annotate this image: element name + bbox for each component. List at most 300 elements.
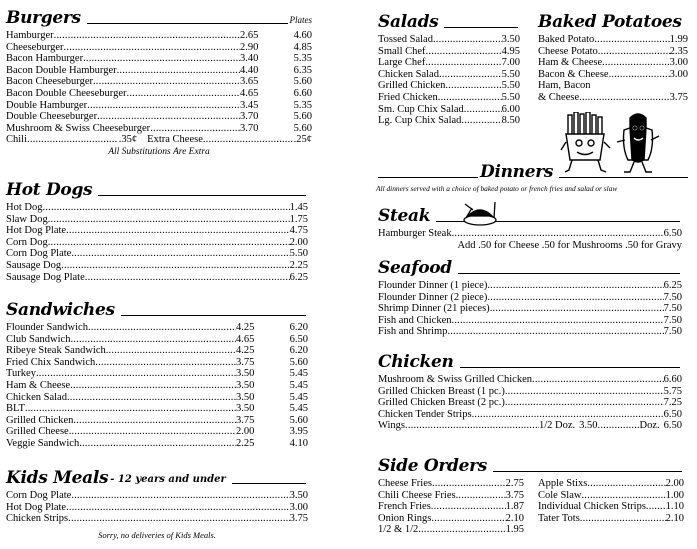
dot-leader bbox=[66, 502, 290, 514]
dot-leader bbox=[609, 69, 670, 81]
salads-section bbox=[378, 10, 520, 127]
dot-leader bbox=[64, 42, 240, 54]
item-price: 7.50 bbox=[663, 314, 682, 326]
dot-leader bbox=[426, 46, 502, 58]
salads-header bbox=[378, 10, 520, 32]
dot-leader bbox=[432, 478, 506, 490]
item-name: Corn Dog Plate bbox=[6, 248, 72, 260]
item-name: Fried Chicken bbox=[378, 91, 438, 103]
item-name: Slaw Dog bbox=[6, 213, 48, 225]
item-price: 4.25 bbox=[236, 345, 255, 357]
section-title: Burgers bbox=[6, 8, 81, 28]
list-item bbox=[6, 123, 312, 135]
list-item bbox=[378, 326, 682, 338]
item-name: Mushroom & Swiss Cheeseburger bbox=[6, 122, 151, 134]
item-price: 3.50 bbox=[236, 379, 255, 391]
item-name: Veggie Sandwich bbox=[6, 437, 80, 449]
list-item bbox=[378, 80, 520, 92]
wings-row: Wings ..... 1/2 Doz. 3.50 ..... Doz. 6.50 bbox=[378, 420, 682, 432]
kids-meals-header bbox=[6, 466, 308, 488]
list-item bbox=[378, 92, 520, 104]
dot-leader bbox=[445, 80, 501, 92]
item-price: 3.50 bbox=[236, 403, 255, 415]
list-item bbox=[6, 513, 308, 525]
item-name: Cheeseburger bbox=[6, 41, 64, 53]
item-price: 7.50 bbox=[663, 303, 682, 315]
list-item bbox=[6, 415, 308, 427]
item-name: Double Hamburger bbox=[6, 99, 88, 111]
section-title: Side Orders bbox=[378, 456, 488, 476]
list-item bbox=[378, 228, 682, 240]
title-rule bbox=[493, 471, 682, 472]
dot-leader bbox=[25, 403, 236, 415]
item-name: Hot Dog bbox=[6, 202, 43, 213]
list-item bbox=[6, 368, 308, 380]
dot-leader bbox=[48, 214, 290, 226]
dot-leader bbox=[532, 374, 664, 386]
burgers-header bbox=[6, 6, 312, 28]
item-name: Apple Stixs bbox=[538, 478, 588, 489]
dot-leader bbox=[66, 225, 290, 237]
item-name: Flounder Dinner (1 piece) bbox=[378, 280, 488, 291]
list-item bbox=[538, 57, 688, 69]
item-name: French Fries bbox=[378, 501, 431, 513]
item-name: Cole Slaw bbox=[538, 489, 582, 501]
list-item bbox=[378, 57, 520, 69]
item-price: 3.75 bbox=[236, 414, 255, 426]
list-item bbox=[6, 42, 312, 54]
seafood-section bbox=[378, 256, 682, 338]
item-name: Ribeye Steak Sandwich bbox=[6, 345, 106, 357]
list-item bbox=[6, 322, 308, 334]
dot-leader bbox=[93, 76, 240, 88]
list-item bbox=[538, 46, 688, 58]
item-price: 2.90 bbox=[240, 41, 259, 53]
item-price: 1.95 bbox=[505, 524, 524, 536]
side-orders-header bbox=[378, 454, 684, 476]
dot-leader bbox=[490, 303, 664, 315]
item-name: Tater Tots bbox=[538, 512, 580, 524]
baked-potatoes-section bbox=[538, 10, 688, 104]
dot-leader bbox=[71, 248, 289, 260]
item-name: Grilled Cheese bbox=[6, 426, 69, 438]
item-name: Baked Potato bbox=[538, 34, 595, 45]
section-title: Steak bbox=[378, 206, 431, 226]
dot-leader bbox=[73, 415, 236, 427]
dot-leader bbox=[71, 490, 289, 502]
plates-column-header: Plates bbox=[289, 15, 312, 25]
list-item bbox=[6, 502, 308, 514]
list-item bbox=[6, 100, 312, 112]
plate-price: 5.35 bbox=[293, 99, 312, 111]
item-name: Fish and Shrimp bbox=[378, 326, 448, 338]
list-item bbox=[378, 397, 682, 409]
plate-price: 6.20 bbox=[289, 345, 308, 357]
item-name: Bacon Double Hamburger bbox=[6, 64, 117, 76]
title-rule bbox=[98, 195, 306, 196]
dot-leader bbox=[433, 34, 502, 46]
title-rule bbox=[121, 315, 306, 316]
item-name: Ham & Cheese bbox=[6, 379, 71, 391]
title-rule bbox=[559, 177, 688, 178]
list-item bbox=[6, 76, 312, 88]
dot-leader bbox=[602, 57, 669, 69]
dot-leader bbox=[438, 92, 502, 104]
item-price: 2.10 bbox=[665, 512, 684, 524]
sandwiches-header bbox=[6, 298, 308, 320]
item-price: 3.50 bbox=[501, 34, 520, 45]
hot-dogs-section bbox=[6, 178, 308, 283]
item-name: Chili Cheese Fries bbox=[378, 489, 456, 501]
dot-leader bbox=[418, 524, 505, 536]
list-item bbox=[538, 34, 688, 46]
item-price: 7.00 bbox=[501, 57, 520, 69]
item-name: Fried Chix Sandwich bbox=[6, 356, 96, 368]
seafood-header bbox=[378, 256, 682, 278]
dot-leader bbox=[67, 392, 236, 404]
list-item bbox=[6, 88, 312, 100]
list-item bbox=[6, 202, 308, 214]
plate-price: 5.60 bbox=[289, 414, 308, 426]
dinners-header bbox=[378, 160, 690, 182]
dot-leader bbox=[36, 368, 236, 380]
item-price: 4.65 bbox=[236, 333, 255, 345]
dot-leader bbox=[85, 272, 290, 284]
item-price: 6.60 bbox=[663, 374, 682, 385]
item-price: 7.25 bbox=[663, 397, 682, 409]
title-rule bbox=[87, 23, 288, 24]
item-name: Bacon Hamburger bbox=[6, 53, 84, 65]
side-orders-section bbox=[378, 454, 684, 536]
item-name: Tossed Salad bbox=[378, 34, 433, 45]
item-name: Hot Dog Plate bbox=[6, 501, 67, 513]
steak-addons: Add .50 for Cheese .50 for Mushrooms .50 for Gravy bbox=[457, 239, 682, 251]
list-item bbox=[6, 426, 308, 438]
list-item bbox=[6, 65, 312, 77]
plate-price: 5.60 bbox=[289, 356, 308, 368]
list-item bbox=[6, 380, 308, 392]
list-item bbox=[378, 409, 682, 421]
list-item bbox=[6, 357, 308, 369]
list-item bbox=[378, 315, 682, 327]
item-name: Flounder Dinner (2 piece) bbox=[378, 291, 488, 303]
hot-dogs-header bbox=[6, 178, 308, 200]
list-item bbox=[378, 501, 524, 513]
chicken-header bbox=[378, 350, 682, 372]
item-price: 4.25 bbox=[236, 322, 255, 333]
list-item bbox=[378, 46, 520, 58]
title-rule bbox=[460, 367, 680, 368]
list-item bbox=[6, 30, 312, 42]
item-price: 1.99 bbox=[669, 34, 688, 45]
chicken-section bbox=[378, 350, 682, 432]
item-price: 2.35 bbox=[669, 45, 688, 57]
plate-price: 3.95 bbox=[289, 426, 308, 438]
item-price: 6.00 bbox=[501, 103, 520, 115]
dot-leader bbox=[83, 53, 240, 65]
list-item bbox=[6, 490, 308, 502]
item-price: 3.50 bbox=[289, 490, 308, 501]
item-name: Hamburger bbox=[6, 30, 54, 41]
dot-leader bbox=[88, 322, 236, 334]
kids-delivery-note: Sorry, no deliveries of Kids Meals. bbox=[98, 529, 216, 540]
item-price: 5.50 bbox=[501, 68, 520, 80]
item-name: Double Cheeseburger bbox=[6, 111, 98, 123]
item-price: 6.50 bbox=[663, 228, 682, 239]
dot-leader bbox=[452, 315, 664, 327]
item-price: 8.50 bbox=[501, 115, 520, 127]
list-item bbox=[378, 374, 682, 386]
dot-leader bbox=[587, 478, 665, 490]
dot-leader bbox=[472, 409, 664, 421]
list-item bbox=[6, 214, 308, 226]
list-item bbox=[378, 104, 520, 116]
sandwiches-section bbox=[6, 298, 308, 450]
list-item: Ham, Bacon bbox=[538, 80, 591, 92]
item-price: 6.25 bbox=[289, 271, 308, 283]
item-price: 3.50 bbox=[236, 368, 255, 380]
item-name: Corn Dog Plate bbox=[6, 490, 72, 501]
item-name: Sausage Dog bbox=[6, 259, 62, 271]
dot-leader bbox=[487, 280, 663, 292]
item-name: Onion Rings bbox=[378, 512, 432, 524]
list-item bbox=[538, 478, 684, 490]
list-item bbox=[378, 303, 682, 315]
steak-section bbox=[378, 204, 682, 251]
item-price: 7.50 bbox=[663, 326, 682, 338]
plate-price: 5.60 bbox=[293, 111, 312, 123]
dot-leader bbox=[598, 46, 670, 58]
item-name: Ham & Cheese bbox=[538, 57, 603, 69]
list-item bbox=[378, 478, 524, 490]
item-name: Turkey bbox=[6, 368, 36, 380]
item-price: 3.00 bbox=[669, 57, 688, 69]
dinners-section bbox=[378, 160, 690, 194]
item-name: 1/2 & 1/2 bbox=[378, 524, 419, 536]
plate-price: 4.10 bbox=[289, 437, 308, 449]
item-name: Cheese Fries bbox=[378, 478, 432, 489]
item-name: Grilled Chicken Breast (1 pc.) bbox=[378, 385, 505, 397]
section-title: Sandwiches bbox=[6, 300, 115, 320]
list-item bbox=[378, 115, 520, 127]
list-item bbox=[378, 69, 520, 81]
steak-header bbox=[378, 204, 682, 226]
dot-leader bbox=[464, 104, 502, 116]
item-name: Bacon & Cheese bbox=[538, 68, 609, 80]
list-item bbox=[538, 513, 684, 525]
item-price: 4.40 bbox=[240, 64, 259, 76]
item-price: 2.00 bbox=[236, 426, 255, 438]
item-name: Chicken Tender Strips bbox=[378, 408, 472, 420]
item-name: BLT bbox=[6, 403, 25, 415]
item-name: Sm. Cup Chix Salad bbox=[378, 103, 464, 115]
item-price: 3.40 bbox=[240, 53, 259, 65]
list-item bbox=[6, 225, 308, 237]
dot-leader bbox=[581, 490, 665, 502]
item-name: Shrimp Dinner (21 pieces) bbox=[378, 303, 490, 315]
item-price: 4.75 bbox=[289, 225, 308, 237]
dot-leader bbox=[431, 513, 505, 525]
dot-leader bbox=[95, 357, 236, 369]
item-name: Bacon Double Cheeseburger bbox=[6, 87, 127, 99]
section-title: Hot Dogs bbox=[6, 180, 93, 200]
dot-leader bbox=[117, 65, 240, 77]
item-price: 3.65 bbox=[240, 76, 259, 88]
dot-leader bbox=[150, 123, 240, 135]
item-price: 6.25 bbox=[663, 280, 682, 291]
section-title: Kids Meals bbox=[6, 468, 109, 488]
dot-leader bbox=[425, 57, 501, 69]
dot-leader bbox=[106, 345, 236, 357]
item-name: Lg. Cup Chix Salad bbox=[378, 115, 462, 127]
plate-price: 6.50 bbox=[289, 333, 308, 345]
item-price: 3.45 bbox=[240, 99, 259, 111]
item-price: 1.87 bbox=[505, 501, 524, 513]
dot-leader bbox=[594, 34, 669, 46]
chili-row: Chili ..... .35¢ Extra Cheese ..... .25¢ bbox=[6, 134, 312, 146]
item-price: 2.25 bbox=[289, 259, 308, 271]
title-rule bbox=[232, 483, 306, 484]
list-item bbox=[6, 403, 308, 415]
dot-leader bbox=[69, 426, 236, 438]
dot-leader bbox=[68, 513, 290, 525]
list-item bbox=[378, 292, 682, 304]
dot-leader bbox=[452, 228, 664, 240]
item-name: Cheese Potato bbox=[538, 45, 598, 57]
title-rule bbox=[378, 177, 478, 178]
item-name: Mushroom & Swiss Grilled Chicken bbox=[378, 374, 532, 385]
dot-leader bbox=[70, 380, 236, 392]
item-price: 3.50 bbox=[236, 391, 255, 403]
plate-price: 4.85 bbox=[293, 41, 312, 53]
item-name: Chicken Salad bbox=[378, 68, 439, 80]
kids-meals-section bbox=[6, 466, 308, 541]
item-price: 3.70 bbox=[240, 122, 259, 134]
dot-leader bbox=[447, 326, 663, 338]
list-item bbox=[378, 524, 524, 536]
item-price: 1.00 bbox=[665, 489, 684, 501]
item-price: 3.75 bbox=[505, 489, 524, 501]
dot-leader bbox=[87, 100, 240, 112]
dot-leader bbox=[70, 334, 236, 346]
dot-leader bbox=[127, 88, 240, 100]
dot-leader bbox=[97, 111, 240, 123]
item-name: Chicken Strips bbox=[6, 513, 69, 525]
list-item bbox=[6, 438, 308, 450]
dot-leader bbox=[61, 260, 290, 272]
plate-price: 6.60 bbox=[293, 87, 312, 99]
list-item: & Cheese ..... 3.75 bbox=[538, 92, 688, 104]
list-item bbox=[6, 53, 312, 65]
plate-price: 6.20 bbox=[289, 322, 308, 333]
dot-leader bbox=[505, 397, 664, 409]
dot-leader bbox=[646, 501, 666, 513]
item-price: 5.50 bbox=[501, 91, 520, 103]
item-name: Corn Dog bbox=[6, 236, 48, 248]
item-name: Individual Chicken Strips bbox=[538, 501, 646, 513]
list-item bbox=[378, 386, 682, 398]
list-item bbox=[378, 34, 520, 46]
item-price: 2.25 bbox=[236, 437, 255, 449]
item-price: 2.75 bbox=[505, 478, 524, 489]
item-price: 5.50 bbox=[289, 248, 308, 260]
item-name: Hot Dog Plate bbox=[6, 225, 67, 237]
plate-price: 4.60 bbox=[293, 30, 312, 41]
list-item bbox=[6, 272, 308, 284]
section-title: Seafood bbox=[378, 258, 452, 278]
list-item bbox=[6, 334, 308, 346]
item-price: 3.70 bbox=[240, 111, 259, 123]
list-item bbox=[378, 490, 524, 502]
steak-plate-icon bbox=[462, 198, 498, 228]
item-price: 2.00 bbox=[665, 478, 684, 489]
dot-leader bbox=[42, 202, 289, 214]
item-price: 4.65 bbox=[240, 87, 259, 99]
item-price: 6.50 bbox=[663, 408, 682, 420]
item-name: Grilled Chicken bbox=[6, 414, 74, 426]
item-name: Grilled Chicken Breast (2 pc.) bbox=[378, 397, 505, 409]
item-name: Bacon Cheeseburger bbox=[6, 76, 93, 88]
dot-leader bbox=[431, 501, 506, 513]
list-item bbox=[6, 392, 308, 404]
item-price: 2.00 bbox=[289, 236, 308, 248]
list-item bbox=[538, 501, 684, 513]
plate-price: 5.45 bbox=[289, 391, 308, 403]
section-subtitle: - 12 years and under bbox=[110, 474, 226, 485]
list-item bbox=[378, 280, 682, 292]
dot-leader bbox=[54, 30, 240, 42]
item-price: 2.10 bbox=[505, 512, 524, 524]
plate-price: 6.35 bbox=[293, 64, 312, 76]
item-price: 4.95 bbox=[501, 45, 520, 57]
burgers-section bbox=[6, 6, 312, 158]
item-price: 1.10 bbox=[665, 501, 684, 513]
item-name: Hamburger Steak bbox=[378, 228, 452, 239]
item-price: 3.75 bbox=[236, 356, 255, 368]
section-title: Dinners bbox=[480, 162, 554, 182]
item-name: Club Sandwich bbox=[6, 333, 71, 345]
list-item bbox=[6, 345, 308, 357]
dot-leader bbox=[505, 386, 664, 398]
item-price: 1.75 bbox=[289, 213, 308, 225]
dot-leader bbox=[79, 438, 236, 450]
title-rule bbox=[458, 273, 680, 274]
item-name: Chicken Salad bbox=[6, 391, 67, 403]
item-name: Large Chef bbox=[378, 57, 426, 69]
dot-leader bbox=[48, 237, 290, 249]
baked-potatoes-header bbox=[538, 10, 688, 32]
item-name: Fish and Chicken bbox=[378, 314, 452, 326]
dot-leader bbox=[439, 69, 502, 81]
plate-price: 5.35 bbox=[293, 53, 312, 65]
item-name: Small Chef bbox=[378, 45, 426, 57]
substitutions-note: All Substitutions Are Extra bbox=[108, 146, 210, 157]
list-item bbox=[6, 248, 308, 260]
plate-price: 5.45 bbox=[289, 368, 308, 380]
item-price: 5.75 bbox=[663, 385, 682, 397]
list-item bbox=[378, 513, 524, 525]
item-price: 3.75 bbox=[289, 513, 308, 525]
item-name: Flounder Sandwich bbox=[6, 322, 88, 333]
list-item bbox=[6, 260, 308, 272]
dot-leader bbox=[461, 115, 501, 127]
plate-price: 5.60 bbox=[293, 122, 312, 134]
list-item bbox=[538, 490, 684, 502]
section-title: Baked Potatoes bbox=[538, 12, 682, 32]
item-price: 1.45 bbox=[289, 202, 308, 213]
dinners-note: All dinners served with a choice of baked potato or french fries and salad or slaw bbox=[376, 184, 618, 193]
item-price: 3.00 bbox=[669, 68, 688, 80]
